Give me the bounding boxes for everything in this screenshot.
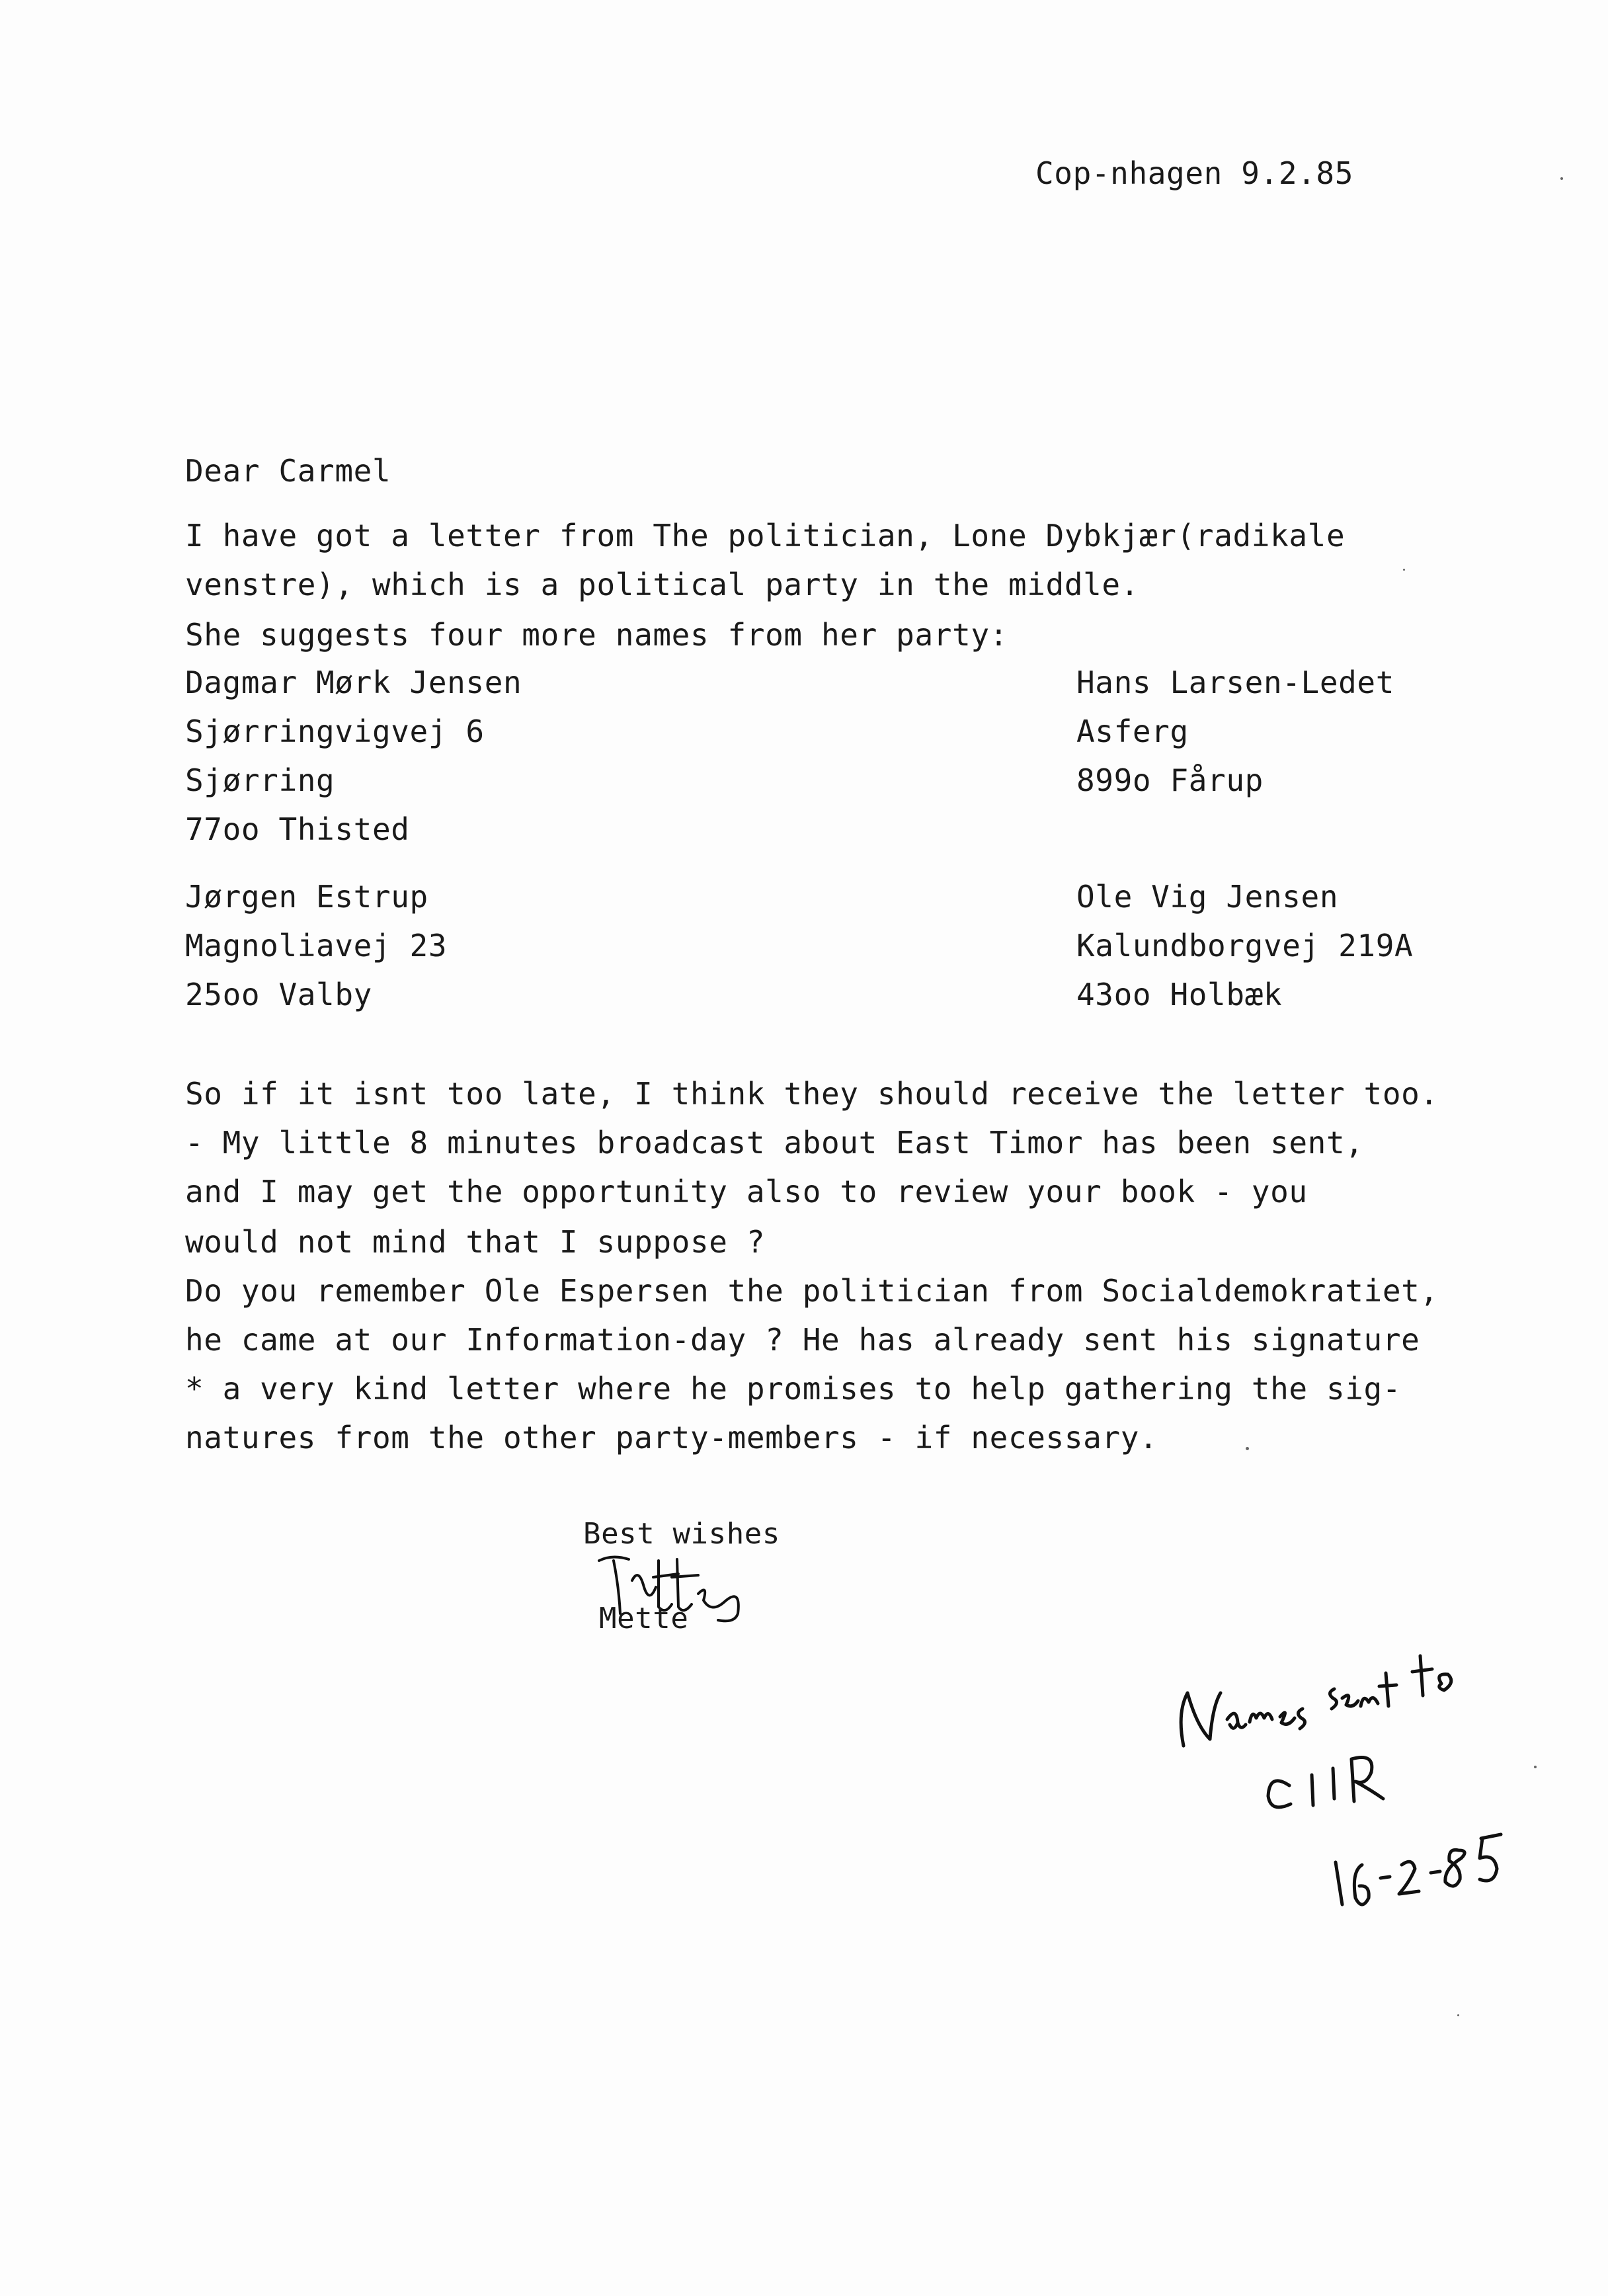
salutation: Dear Carmel — [185, 453, 391, 489]
handwritten-annotation — [1164, 1640, 1534, 1918]
body-line: Do you remember Ole Espersen the politician from Socialdemokratiet, — [185, 1273, 1439, 1309]
paper-speck — [1403, 569, 1405, 571]
address-jorgen-postcode: 25oo Valby — [185, 977, 372, 1012]
address-dagmar-postcode: 77oo Thisted — [185, 811, 410, 847]
address-jorgen-name: Jørgen Estrup — [185, 879, 428, 915]
address-hans-street: Asferg — [1076, 714, 1189, 749]
address-hans-postcode: 899o Fårup — [1076, 762, 1264, 798]
address-dagmar-name: Dagmar Mørk Jensen — [185, 665, 522, 700]
paper-speck — [1534, 1766, 1537, 1768]
body-line: So if it isnt too late, I think they should receive the letter too. — [185, 1076, 1439, 1112]
address-ole-name: Ole Vig Jensen — [1076, 879, 1339, 915]
intro-line: venstre), which is a political party in the middle. — [185, 567, 1140, 602]
body-line: would not mind that I suppose ? — [185, 1224, 766, 1260]
closing: Best wishes — [583, 1517, 780, 1551]
body-line: he came at our Information-day ? He has already sent his signature — [185, 1322, 1420, 1358]
paper-speck — [1246, 1447, 1249, 1450]
paper-speck — [1457, 2014, 1459, 2016]
intro-line: She suggests four more names from her party: — [185, 617, 1008, 653]
address-hans-name: Hans Larsen-Ledet — [1076, 665, 1395, 700]
paper-speck — [1560, 177, 1563, 180]
address-dagmar-locality: Sjørring — [185, 762, 335, 798]
body-line: and I may get the opportunity also to review your book - you — [185, 1174, 1308, 1210]
address-ole-postcode: 43oo Holbæk — [1076, 977, 1283, 1012]
body-line: - My little 8 minutes broadcast about East Timor has been sent, — [185, 1125, 1364, 1161]
address-jorgen-street: Magnoliavej 23 — [185, 928, 448, 964]
intro-line: I have got a letter from The politician, Lone Dybkjær(radikale — [185, 518, 1346, 554]
letter-date: Cop-nhagen 9.2.85 — [1035, 155, 1354, 191]
body-line: natures from the other party-members - if necessary. — [185, 1420, 1158, 1456]
typed-signature: Mette — [599, 1602, 689, 1635]
address-dagmar-street: Sjørringvigvej 6 — [185, 714, 485, 749]
body-line: * a very kind letter where he promises to help gathering the sig- — [185, 1371, 1402, 1407]
address-ole-street: Kalundborgvej 219A — [1076, 928, 1414, 964]
